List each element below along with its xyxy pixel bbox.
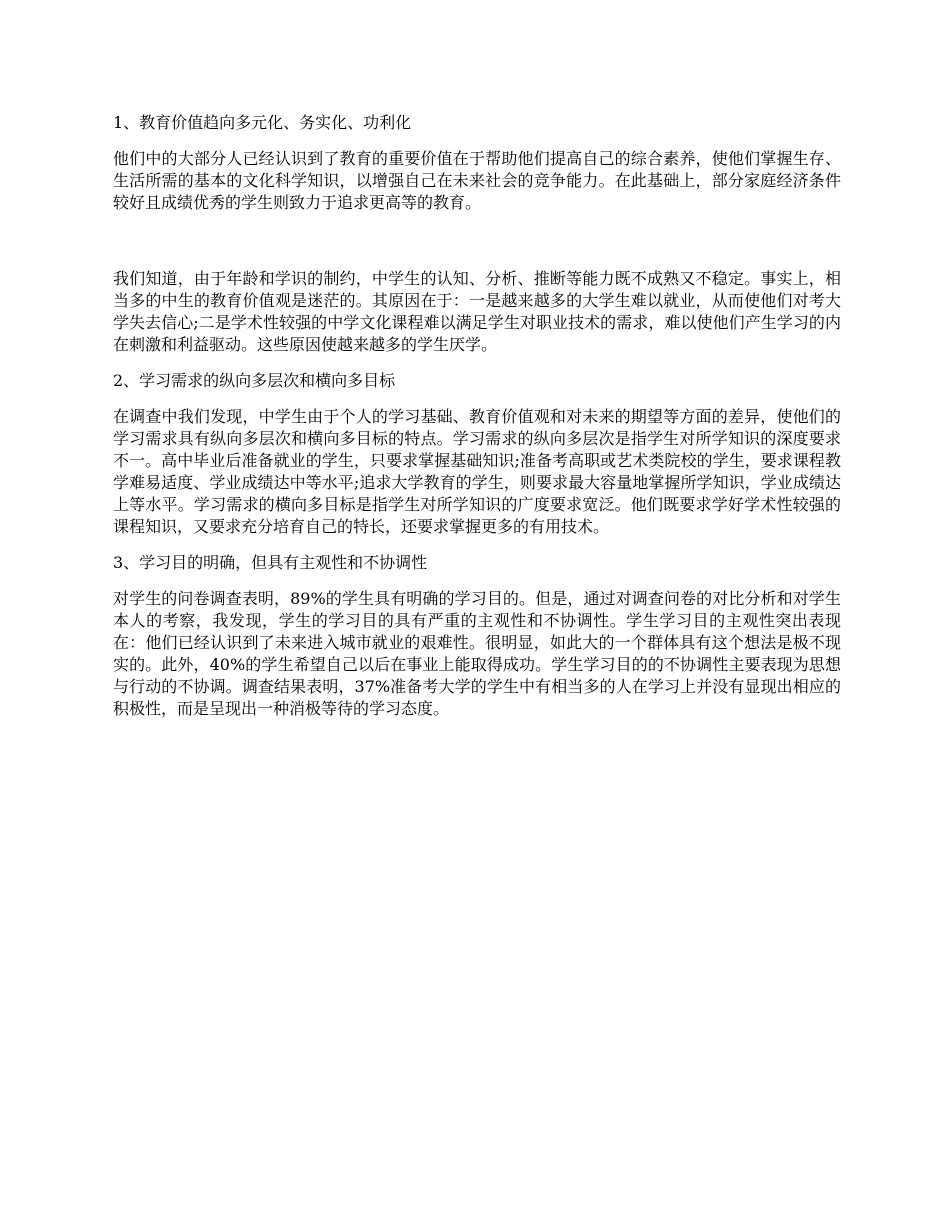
section-2-paragraph-1: 在调查中我们发现，中学生由于个人的学习基础、教育价值观和对未来的期望等方面的差异，使他们的学习需求具有纵向多层次和横向多目标的特点。学习需求的纵向多层次是指学生对所学知识的深度要求不一。高中毕业后准备就业的学生，只要求掌握基础知识;准备考高职或艺术类院校的学生，要求课程教学难易适度、学业成绩达中等水平;追求大学教育的学生，则要求最大容量地掌握所学知识，学业成绩达上等水平。学习需求的横向多目标是指学生对所学知识的广度要求宽泛。他们既要求学好学术性较强的课程知识，又要求充分培育自己的特长，还要求掌握更多的有用技术。 bbox=[113, 407, 841, 536]
section-1-paragraph-1: 他们中的大部分人已经认识到了教育的重要价值在于帮助他们提高自己的综合素养，使他们掌握生存、生活所需的基本的文化科学知识，以增强自己在未来社会的竞争能力。在此基础上，部分家庭经济条件较好且成绩优秀的学生则致力于追求更高等的教育。 bbox=[113, 149, 841, 212]
document-page bbox=[113, 112, 841, 734]
section-1-paragraph-2: 我们知道，由于年龄和学识的制约，中学生的认知、分析、推断等能力既不成熟又不稳定。事实上，相当多的中生的教育价值观是迷茫的。其原因在于：一是越来越多的大学生难以就业，从而使他们对考大学失去信心;二是学术性较强的中学文化课程难以满足学生对职业技术的需求，难以使他们产生学习的内在刺激和利益驱动。这些原因使越来越多的学生厌学。 bbox=[113, 269, 841, 354]
section-2-heading: 2、学习需求的纵向多层次和横向多目标 bbox=[113, 371, 396, 390]
paragraph-gap bbox=[113, 228, 841, 268]
section-3-paragraph-1: 对学生的问卷调查表明，89%的学生具有明确的学习目的。但是，通过对调查问卷的对比分析和对学生本人的考察，我发现，学生的学习目的具有严重的主观性和不协调性。学生学习目的主观性突出表现在：他们已经认识到了未来进入城市就业的艰难性。很明显，如此大的一个群体具有这个想法是极不现实的。此外，40%的学生希望自己以后在事业上能取得成功。学生学习目的的不协调性主要表现为思想与行动的不协调。调查结果表明，37%准备考大学的学生中有相当多的人在学习上并没有显现出相应的积极性，而是呈现出一种消极等待的学习态度。 bbox=[113, 589, 841, 718]
section-3-heading: 3、学习目的明确，但具有主观性和不协调性 bbox=[113, 553, 428, 572]
section-1-heading: 1、教育价值趋向多元化、务实化、功利化 bbox=[113, 113, 412, 132]
